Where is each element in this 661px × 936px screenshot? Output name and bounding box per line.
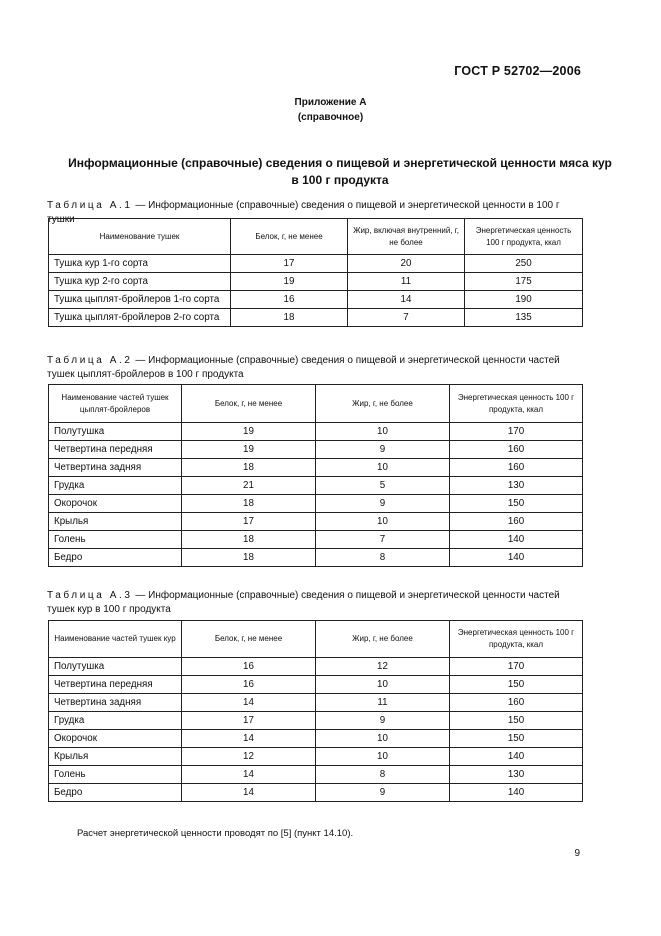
value-cell: 130 <box>450 766 583 784</box>
table2-body <box>49 423 583 567</box>
value-cell: 7 <box>316 531 450 549</box>
row-name-cell: Тушка кур 1-го сорта <box>49 255 231 273</box>
value-cell: 140 <box>450 549 583 567</box>
row-name-cell: Крылья <box>49 513 182 531</box>
row-name-cell: Полутушка <box>49 658 182 676</box>
table-row <box>49 694 583 712</box>
table1-label: Таблица А.1 <box>47 200 133 211</box>
table1-caption-text: — Информационные (справочные) сведения о пищевой и энергетической ценности в 100 г тушки <box>47 200 560 225</box>
row-name-cell: Тушка кур 2-го сорта <box>49 273 231 291</box>
value-cell: 9 <box>316 784 450 802</box>
table2-header <box>49 385 583 423</box>
value-cell: 135 <box>465 309 583 327</box>
value-cell: 11 <box>348 273 465 291</box>
value-cell: 12 <box>182 748 316 766</box>
table-row <box>49 730 583 748</box>
value-cell: 8 <box>316 549 450 567</box>
table-row <box>49 291 583 309</box>
page-title <box>50 155 630 189</box>
value-cell: 16 <box>231 291 348 309</box>
page-title-line-1: Информационные (справочные) сведения о пищевой и энергетической ценности мяса кур <box>68 156 612 170</box>
table-row <box>49 676 583 694</box>
value-cell: 150 <box>450 495 583 513</box>
table-row <box>49 712 583 730</box>
table-row <box>49 273 583 291</box>
value-cell: 140 <box>450 748 583 766</box>
table1-column-header: Жир, включая внутренний, г, не более <box>348 219 465 255</box>
row-name-cell: Голень <box>49 531 182 549</box>
value-cell: 10 <box>316 730 450 748</box>
value-cell: 10 <box>316 459 450 477</box>
appendix-title: Приложение А <box>294 97 367 108</box>
value-cell: 150 <box>450 676 583 694</box>
value-cell: 20 <box>348 255 465 273</box>
value-cell: 175 <box>465 273 583 291</box>
value-cell: 160 <box>450 513 583 531</box>
table-row <box>49 495 583 513</box>
table1-column-header: Наименование тушек <box>49 219 231 255</box>
table2-label: Таблица А.2 <box>47 355 133 366</box>
value-cell: 9 <box>316 712 450 730</box>
value-cell: 160 <box>450 694 583 712</box>
value-cell: 18 <box>182 549 316 567</box>
table2-column-header: Белок, г, не менее <box>182 385 316 423</box>
table-row <box>49 423 583 441</box>
table-row <box>49 459 583 477</box>
table-row <box>49 477 583 495</box>
table3-column-header: Энергетическая ценность 100 г продукта, ккал <box>450 621 583 658</box>
table-row <box>49 255 583 273</box>
value-cell: 10 <box>316 748 450 766</box>
row-name-cell: Четвертина задняя <box>49 694 182 712</box>
value-cell: 10 <box>316 423 450 441</box>
footnote: Расчет энергетической ценности проводят по [5] (пункт 14.10). <box>77 828 354 839</box>
table2-column-header: Энергетическая ценность 100 г продукта, ккал <box>450 385 583 423</box>
value-cell: 16 <box>182 676 316 694</box>
row-name-cell: Четвертина задняя <box>49 459 182 477</box>
table3-column-header: Жир, г, не более <box>316 621 450 658</box>
value-cell: 170 <box>450 423 583 441</box>
row-name-cell: Бедро <box>49 784 182 802</box>
value-cell: 10 <box>316 513 450 531</box>
row-name-cell: Полутушка <box>49 423 182 441</box>
table3-caption <box>47 589 585 617</box>
table-row <box>49 748 583 766</box>
value-cell: 9 <box>316 441 450 459</box>
row-name-cell: Четвертина передняя <box>49 676 182 694</box>
table3-header <box>49 621 583 658</box>
table-row <box>49 658 583 676</box>
value-cell: 250 <box>465 255 583 273</box>
row-name-cell: Голень <box>49 766 182 784</box>
value-cell: 9 <box>316 495 450 513</box>
value-cell: 18 <box>182 459 316 477</box>
row-name-cell: Грудка <box>49 477 182 495</box>
table2-caption <box>47 354 585 382</box>
table-row <box>49 549 583 567</box>
value-cell: 21 <box>182 477 316 495</box>
row-name-cell: Тушка цыплят-бройлеров 1-го сорта <box>49 291 231 309</box>
table3-caption-text: — Информационные (справочные) сведения о пищевой и энергетической ценности частей тушек кур в 100 г продукта <box>47 590 560 615</box>
table3-column-header: Наименование частей тушек кур <box>49 621 182 658</box>
row-name-cell: Грудка <box>49 712 182 730</box>
value-cell: 160 <box>450 441 583 459</box>
table1-header <box>49 219 583 255</box>
value-cell: 5 <box>316 477 450 495</box>
table2-caption-text: — Информационные (справочные) сведения о пищевой и энергетической ценности частей тушек цыплят-бройлеров в 100 г продукта <box>47 355 560 380</box>
table-row <box>49 766 583 784</box>
row-name-cell: Четвертина передняя <box>49 441 182 459</box>
value-cell: 140 <box>450 531 583 549</box>
standard-code: ГОСТ Р 52702—2006 <box>454 64 581 78</box>
row-name-cell: Крылья <box>49 748 182 766</box>
table3-label: Таблица А.3 <box>47 590 133 601</box>
table2-column-header: Жир, г, не более <box>316 385 450 423</box>
appendix-block <box>0 95 661 125</box>
table3 <box>48 620 583 802</box>
value-cell: 17 <box>182 712 316 730</box>
value-cell: 19 <box>182 441 316 459</box>
value-cell: 190 <box>465 291 583 309</box>
value-cell: 130 <box>450 477 583 495</box>
value-cell: 14 <box>182 766 316 784</box>
value-cell: 170 <box>450 658 583 676</box>
value-cell: 14 <box>182 730 316 748</box>
value-cell: 18 <box>182 531 316 549</box>
value-cell: 8 <box>316 766 450 784</box>
table-row <box>49 441 583 459</box>
value-cell: 19 <box>182 423 316 441</box>
table1-column-header: Энергетическая ценность 100 г продукта, ккал <box>465 219 583 255</box>
value-cell: 19 <box>231 273 348 291</box>
table2 <box>48 384 583 567</box>
table-row <box>49 309 583 327</box>
appendix-subtitle: (справочное) <box>297 112 364 123</box>
table3-column-header: Белок, г, не менее <box>182 621 316 658</box>
table1-body <box>49 255 583 327</box>
row-name-cell: Бедро <box>49 549 182 567</box>
table1-header-row <box>49 219 583 255</box>
table1-column-header: Белок, г, не менее <box>231 219 348 255</box>
value-cell: 17 <box>231 255 348 273</box>
value-cell: 18 <box>231 309 348 327</box>
value-cell: 17 <box>182 513 316 531</box>
value-cell: 14 <box>182 784 316 802</box>
value-cell: 12 <box>316 658 450 676</box>
table-row <box>49 513 583 531</box>
table2-column-header: Наименование частей тушек цыплят-бройлеров <box>49 385 182 423</box>
table-row <box>49 784 583 802</box>
value-cell: 18 <box>182 495 316 513</box>
table-row <box>49 531 583 549</box>
value-cell: 150 <box>450 730 583 748</box>
row-name-cell: Окорочок <box>49 495 182 513</box>
value-cell: 7 <box>348 309 465 327</box>
table3-header-row <box>49 621 583 658</box>
value-cell: 140 <box>450 784 583 802</box>
table1 <box>48 218 583 327</box>
value-cell: 160 <box>450 459 583 477</box>
value-cell: 16 <box>182 658 316 676</box>
value-cell: 150 <box>450 712 583 730</box>
table3-body <box>49 658 583 802</box>
page-title-line-2: в 100 г продукта <box>291 173 389 187</box>
row-name-cell: Окорочок <box>49 730 182 748</box>
value-cell: 14 <box>348 291 465 309</box>
value-cell: 14 <box>182 694 316 712</box>
value-cell: 11 <box>316 694 450 712</box>
page-number: 9 <box>574 848 580 859</box>
table2-header-row <box>49 385 583 423</box>
row-name-cell: Тушка цыплят-бройлеров 2-го сорта <box>49 309 231 327</box>
value-cell: 10 <box>316 676 450 694</box>
